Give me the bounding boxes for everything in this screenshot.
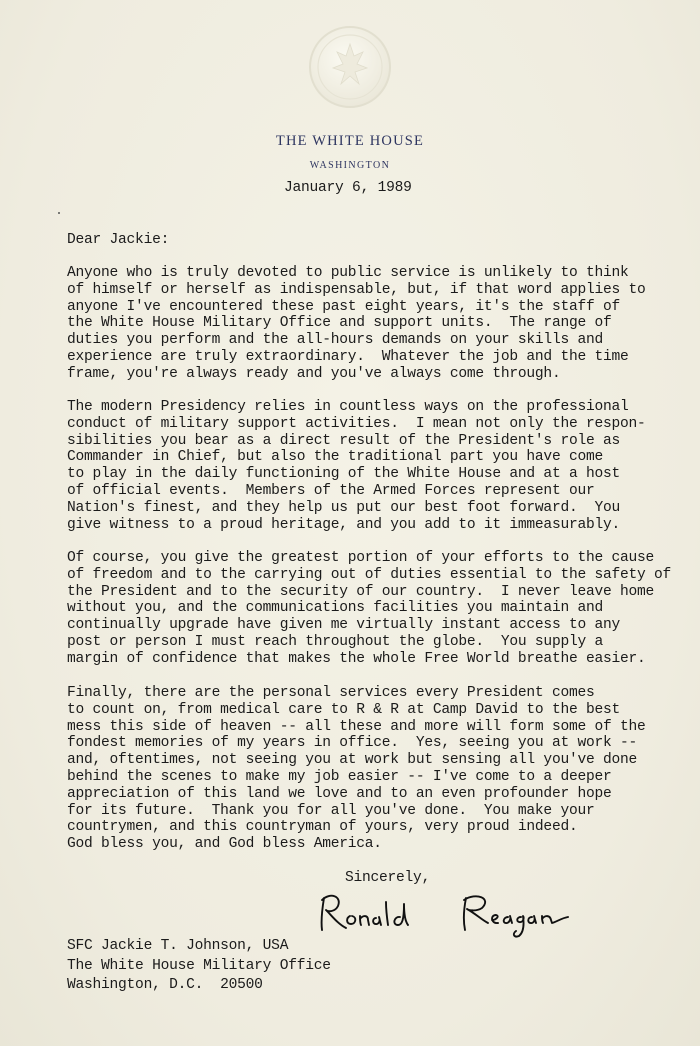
paragraph-line: duties you perform and the all-hours demands on your skills and: [67, 332, 603, 349]
paragraph-line: of himself or herself as indispensable, but, if that word applies to: [67, 281, 646, 298]
paragraph-line: the White House Military Office and support units. The range of: [67, 315, 612, 332]
paragraph-line: anyone I've encountered these past eight years, it's the staff of: [67, 298, 620, 315]
signature: [316, 890, 576, 940]
paragraph-line: and, oftentimes, not seeing you at work but sensing all you've done: [67, 752, 638, 769]
paragraph-line: appreciation of this land we love and to an even profounder hope: [67, 785, 612, 802]
paragraph-line: behind the scenes to make my job easier -- I've come to a deeper: [67, 768, 612, 785]
paragraph-line: countrymen, and this countryman of yours, very proud indeed.: [67, 819, 578, 836]
paragraph-line: to count on, from medical care to R & R at Camp David to the best: [67, 701, 620, 718]
letterhead-title: THE WHITE HOUSE: [275, 133, 425, 149]
letterhead-city: WASHINGTON: [309, 160, 391, 171]
closing: Sincerely,: [345, 870, 431, 886]
recipient-city: Washington, D.C. 20500: [67, 977, 263, 993]
paragraph-line: continually upgrade have given me virtually instant access to any: [67, 617, 620, 634]
paragraph-line: for its future. Thank you for all you've done. You make your: [67, 802, 595, 819]
paragraph-line: frame, you're always ready and you've always come through.: [67, 365, 561, 382]
letter-date: January 6, 1989: [284, 180, 412, 196]
paragraph-line: experience are truly extraordinary. Whatever the job and the time: [67, 348, 629, 365]
paragraph-line: mess this side of heaven -- all these and more will form some of the: [67, 718, 646, 735]
recipient-office: The White House Military Office: [67, 957, 331, 974]
paragraph-line: Nation's finest, and they help us put our best foot forward. You: [67, 499, 620, 516]
paragraph-line: Of course, you give the greatest portion of your efforts to the cause: [67, 550, 655, 566]
paragraph-3: [67, 550, 697, 668]
paragraph-line: of freedom and to the carrying out of duties essential to the safety of: [67, 566, 672, 583]
presidential-seal-icon: [305, 22, 395, 112]
paragraph-2: [67, 399, 697, 533]
paragraph-line: post or person I must reach throughout the globe. You supply a: [67, 633, 603, 650]
paragraph-line: of official events. Members of the Armed Forces represent our: [67, 482, 595, 499]
paragraph-line: Finally, there are the personal services every President comes: [67, 685, 595, 701]
paragraph-line: Commander in Chief, but also the traditional part you have come: [67, 449, 603, 466]
paragraph-line: The modern Presidency relies in countless ways on the professional: [67, 399, 629, 415]
paragraph-line: Anyone who is truly devoted to public service is unlikely to think: [67, 265, 629, 281]
paragraph-line: conduct of military support activities. I mean not only the respon-: [67, 415, 646, 432]
paragraph-line: give witness to a proud heritage, and you add to it immeasurably.: [67, 516, 620, 533]
recipient-name: SFC Jackie T. Johnson, USA: [67, 938, 289, 954]
recipient-address: [67, 937, 331, 996]
stray-mark: [58, 212, 60, 214]
paragraph-line: the President and to the security of our country. I never leave home: [67, 583, 655, 600]
paragraph-line: God bless you, and God bless America.: [67, 836, 382, 853]
paragraph-line: fondest memories of my years in office. Yes, seeing you at work --: [67, 735, 638, 752]
paragraph-line: sibilities you bear as a direct result of the President's role as: [67, 432, 620, 449]
paragraph-line: margin of confidence that makes the whole Free World breathe easier.: [67, 650, 646, 667]
paragraph-1: [67, 265, 697, 383]
paragraph-line: without you, and the communications facilities you maintain and: [67, 600, 603, 617]
paragraph-4: [67, 685, 697, 853]
paragraph-line: to play in the daily functioning of the White House and at a host: [67, 466, 620, 483]
salutation: Dear Jackie:: [67, 232, 170, 248]
